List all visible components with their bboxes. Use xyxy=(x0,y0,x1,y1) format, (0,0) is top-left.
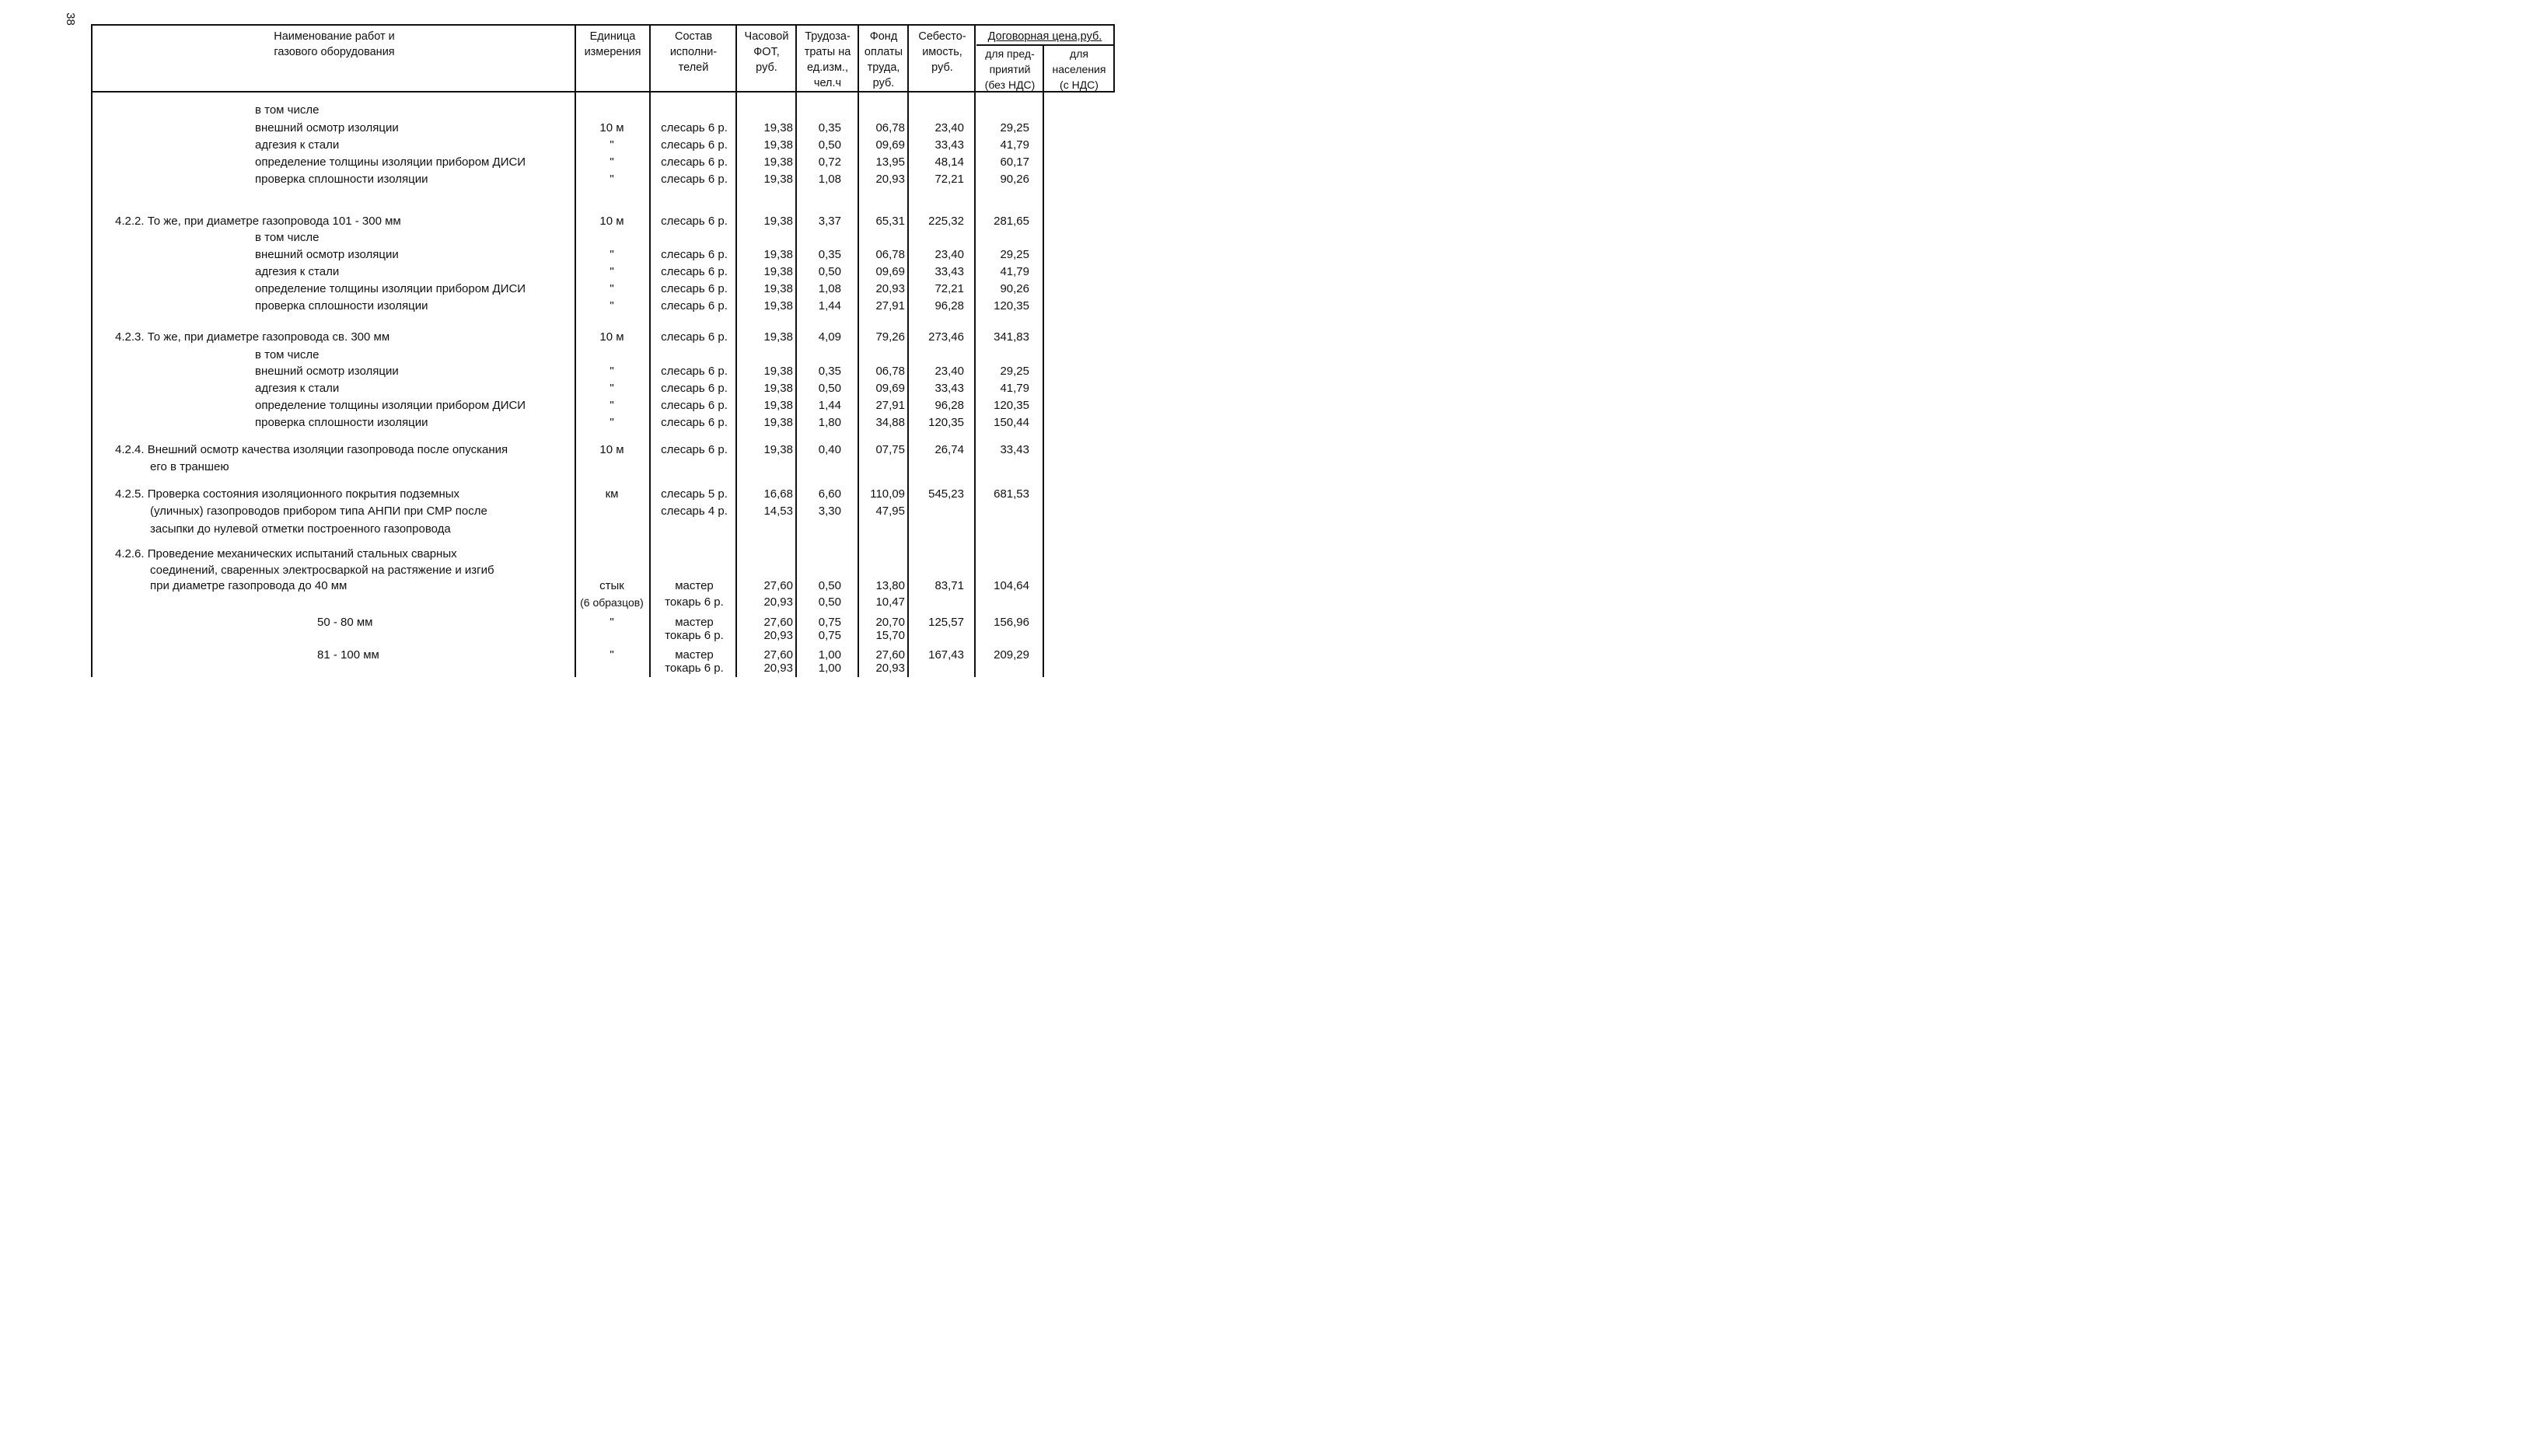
row-hourly-wage: 19,38 xyxy=(763,173,793,186)
row-wage-fund: 27,91 xyxy=(875,399,905,412)
row-name: 4.2.3. То же, при диаметре газопровода св. 300 мм xyxy=(115,330,390,344)
table-row xyxy=(0,171,1214,188)
row-performers: слесарь 6 р. xyxy=(661,365,728,378)
row-wage-fund: 34,88 xyxy=(875,416,905,429)
row-cost: 23,40 xyxy=(934,121,964,134)
row-wage-fund: 06,78 xyxy=(875,248,905,261)
row-unit: " xyxy=(610,265,614,278)
row-performers: токарь 6 р. xyxy=(665,629,724,642)
table-row xyxy=(0,459,1214,476)
row-wage-fund: 27,60 xyxy=(875,648,905,662)
row-unit: (6 образцов) xyxy=(580,596,644,609)
row-unit: " xyxy=(610,616,614,629)
row-labor: 0,35 xyxy=(818,365,841,378)
row-hourly-wage: 14,53 xyxy=(763,505,793,518)
row-labor: 1,00 xyxy=(818,648,841,662)
header-contract-price: Договорная цена,руб. xyxy=(987,30,1102,43)
row-hourly-wage: 19,38 xyxy=(763,121,793,134)
row-performers: слесарь 6 р. xyxy=(661,215,728,228)
row-name: 81 - 100 мм xyxy=(317,648,379,662)
row-hourly-wage: 19,38 xyxy=(763,155,793,169)
table-row xyxy=(0,562,1214,579)
table-row xyxy=(0,298,1214,315)
row-labor: 0,50 xyxy=(818,579,841,592)
row-name: (уличных) газопроводов прибором типа АНПИ при СМР после xyxy=(150,505,487,518)
row-hourly-wage: 20,93 xyxy=(763,595,793,609)
row-performers: мастер xyxy=(675,579,714,592)
row-name: 50 - 80 мм xyxy=(317,616,373,629)
row-name: 4.2.4. Внешний осмотр качества изоляции газопровода после опускания xyxy=(115,443,508,456)
row-labor: 1,08 xyxy=(818,282,841,295)
row-wage-fund: 79,26 xyxy=(875,330,905,344)
row-wage-fund: 20,93 xyxy=(875,173,905,186)
row-performers: слесарь 6 р. xyxy=(661,382,728,395)
row-unit: 10 м xyxy=(599,443,624,456)
header-name: Наименование работ и газового оборудования xyxy=(274,30,395,58)
row-cost: 225,32 xyxy=(928,215,964,228)
row-labor: 1,44 xyxy=(818,299,841,312)
row-name: адгезия к стали xyxy=(255,265,340,278)
table-row xyxy=(0,229,1214,246)
table-row xyxy=(0,486,1214,503)
row-hourly-wage: 19,38 xyxy=(763,443,793,456)
table-row xyxy=(0,594,1214,611)
row-labor: 0,40 xyxy=(818,443,841,456)
row-hourly-wage: 27,60 xyxy=(763,648,793,662)
row-hourly-wage: 19,38 xyxy=(763,416,793,429)
table-row xyxy=(0,363,1214,380)
row-name: внешний осмотр изоляции xyxy=(255,365,399,378)
row-wage-fund: 06,78 xyxy=(875,121,905,134)
row-labor: 1,44 xyxy=(818,399,841,412)
row-labor: 0,75 xyxy=(818,629,841,642)
row-price: 41,79 xyxy=(1000,382,1029,395)
row-wage-fund: 07,75 xyxy=(875,443,905,456)
row-performers: слесарь 6 р. xyxy=(661,155,728,169)
header-labor: Трудоза- траты на ед.изм., чел.ч xyxy=(804,30,851,89)
row-performers: слесарь 6 р. xyxy=(661,416,728,429)
header-cost: Себесто- имость, руб. xyxy=(918,30,966,74)
row-labor: 0,35 xyxy=(818,248,841,261)
row-hourly-wage: 19,38 xyxy=(763,382,793,395)
row-wage-fund: 09,69 xyxy=(875,382,905,395)
table-row xyxy=(0,120,1214,137)
row-unit: км xyxy=(605,487,619,501)
row-labor: 0,50 xyxy=(818,138,841,152)
table-row xyxy=(0,442,1214,459)
row-price: 120,35 xyxy=(994,299,1029,312)
table-top-border xyxy=(91,24,1115,26)
row-name: адгезия к стали xyxy=(255,382,340,395)
table-row xyxy=(0,521,1214,538)
table-row xyxy=(0,380,1214,397)
row-cost: 72,21 xyxy=(934,173,964,186)
row-name: определение толщины изоляции прибором ДИСИ xyxy=(255,155,526,169)
row-unit: 10 м xyxy=(599,330,624,344)
table-row xyxy=(0,281,1214,298)
row-price: 29,25 xyxy=(1000,365,1029,378)
row-unit: " xyxy=(610,138,614,152)
table-row xyxy=(0,264,1214,281)
row-hourly-wage: 20,93 xyxy=(763,662,793,675)
row-performers: слесарь 4 р. xyxy=(661,505,728,518)
table-row xyxy=(0,414,1214,431)
row-wage-fund: 110,09 xyxy=(870,487,905,501)
row-wage-fund: 13,95 xyxy=(875,155,905,169)
row-wage-fund: 15,70 xyxy=(875,629,905,642)
row-cost: 167,43 xyxy=(928,648,964,662)
row-cost: 33,43 xyxy=(934,138,964,152)
row-price: 41,79 xyxy=(1000,265,1029,278)
header-price-enterprises: для пред- приятий (без НДС) xyxy=(984,47,1036,91)
row-performers: слесарь 6 р. xyxy=(661,265,728,278)
document-page xyxy=(0,0,1214,697)
row-cost: 33,43 xyxy=(934,265,964,278)
row-labor: 6,60 xyxy=(818,487,841,501)
row-unit: " xyxy=(610,416,614,429)
row-unit: стык xyxy=(599,579,624,592)
row-name: адгезия к стали xyxy=(255,138,340,152)
row-labor: 1,80 xyxy=(818,416,841,429)
row-cost: 125,57 xyxy=(928,616,964,629)
row-name: определение толщины изоляции прибором ДИСИ xyxy=(255,399,526,412)
row-price: 104,64 xyxy=(994,579,1029,592)
row-hourly-wage: 16,68 xyxy=(763,487,793,501)
row-name: проверка сплошности изоляции xyxy=(255,173,428,186)
row-unit: " xyxy=(610,173,614,186)
row-performers: токарь 6 р. xyxy=(665,595,724,609)
row-labor: 0,75 xyxy=(818,616,841,629)
row-performers: слесарь 6 р. xyxy=(661,248,728,261)
row-name: 4.2.5. Проверка состояния изоляционного покрытия подземных xyxy=(115,487,460,501)
row-labor: 0,50 xyxy=(818,595,841,609)
header-price-population: для населения (с НДС) xyxy=(1052,47,1106,91)
header-wage-fund: Фонд оплаты труда, руб. xyxy=(864,30,903,89)
row-unit: " xyxy=(610,299,614,312)
row-unit: " xyxy=(610,399,614,412)
row-cost: 96,28 xyxy=(934,299,964,312)
row-price: 281,65 xyxy=(994,215,1029,228)
row-price: 681,53 xyxy=(994,487,1029,501)
row-wage-fund: 20,93 xyxy=(875,282,905,295)
row-unit: " xyxy=(610,248,614,261)
row-cost: 48,14 xyxy=(934,155,964,169)
row-name: 4.2.2. То же, при диаметре газопровода 101 - 300 мм xyxy=(115,215,401,228)
row-cost: 273,46 xyxy=(928,330,964,344)
row-name: проверка сплошности изоляции xyxy=(255,299,428,312)
row-wage-fund: 13,80 xyxy=(875,579,905,592)
row-wage-fund: 10,47 xyxy=(875,595,905,609)
row-name: в том числе xyxy=(255,103,320,117)
row-price: 209,29 xyxy=(994,648,1029,662)
row-labor: 3,37 xyxy=(818,215,841,228)
row-name: внешний осмотр изоляции xyxy=(255,121,399,134)
row-name: при диаметре газопровода до 40 мм xyxy=(150,579,348,592)
row-cost: 96,28 xyxy=(934,399,964,412)
row-hourly-wage: 19,38 xyxy=(763,248,793,261)
row-price: 33,43 xyxy=(1000,443,1029,456)
page-number: 38 xyxy=(63,12,77,26)
table-row xyxy=(0,329,1214,346)
row-name: в том числе xyxy=(255,231,320,244)
row-labor: 1,00 xyxy=(818,662,841,675)
row-performers: слесарь 6 р. xyxy=(661,138,728,152)
header-hourly-wage: Часовой ФОТ, руб. xyxy=(744,30,789,74)
row-cost: 72,21 xyxy=(934,282,964,295)
row-name: 4.2.6. Проведение механических испытаний стальных сварных xyxy=(115,547,457,560)
row-performers: слесарь 6 р. xyxy=(661,330,728,344)
table-row xyxy=(0,546,1214,563)
row-name: засыпки до нулевой отметки построенного газопровода xyxy=(150,522,451,536)
row-labor: 4,09 xyxy=(818,330,841,344)
table-row xyxy=(0,213,1214,230)
row-price: 120,35 xyxy=(994,399,1029,412)
row-cost: 23,40 xyxy=(934,365,964,378)
table-row xyxy=(0,397,1214,414)
header-unit: Единица измерения xyxy=(584,30,641,58)
row-labor: 0,35 xyxy=(818,121,841,134)
row-wage-fund: 20,93 xyxy=(875,662,905,675)
row-hourly-wage: 20,93 xyxy=(763,629,793,642)
table-row xyxy=(0,137,1214,154)
row-wage-fund: 65,31 xyxy=(875,215,905,228)
row-cost: 26,74 xyxy=(934,443,964,456)
row-unit: " xyxy=(610,155,614,169)
row-performers: слесарь 6 р. xyxy=(661,399,728,412)
row-name: определение толщины изоляции прибором ДИСИ xyxy=(255,282,526,295)
row-performers: слесарь 5 р. xyxy=(661,487,728,501)
row-price: 60,17 xyxy=(1000,155,1029,169)
row-labor: 1,08 xyxy=(818,173,841,186)
row-performers: слесарь 6 р. xyxy=(661,282,728,295)
row-cost: 545,23 xyxy=(928,487,964,501)
row-hourly-wage: 19,38 xyxy=(763,138,793,152)
row-cost: 23,40 xyxy=(934,248,964,261)
row-name: проверка сплошности изоляции xyxy=(255,416,428,429)
row-wage-fund: 09,69 xyxy=(875,138,905,152)
row-cost: 83,71 xyxy=(934,579,964,592)
row-wage-fund: 20,70 xyxy=(875,616,905,629)
row-performers: мастер xyxy=(675,648,714,662)
table-row xyxy=(0,246,1214,264)
table-row xyxy=(0,660,1214,677)
row-hourly-wage: 19,38 xyxy=(763,330,793,344)
row-hourly-wage: 19,38 xyxy=(763,265,793,278)
row-hourly-wage: 19,38 xyxy=(763,399,793,412)
row-performers: мастер xyxy=(675,616,714,629)
row-price: 41,79 xyxy=(1000,138,1029,152)
row-cost: 120,35 xyxy=(928,416,964,429)
row-unit: " xyxy=(610,282,614,295)
row-performers: слесарь 6 р. xyxy=(661,173,728,186)
row-name: его в траншею xyxy=(150,460,229,473)
row-unit: 10 м xyxy=(599,121,624,134)
table-row xyxy=(0,578,1214,595)
row-hourly-wage: 19,38 xyxy=(763,299,793,312)
header-performers: Состав исполни- телей xyxy=(669,30,718,74)
header-bottom-border xyxy=(91,91,1115,93)
row-price: 90,26 xyxy=(1000,282,1029,295)
row-wage-fund: 27,91 xyxy=(875,299,905,312)
table-row xyxy=(0,627,1214,644)
row-hourly-wage: 19,38 xyxy=(763,215,793,228)
row-price: 90,26 xyxy=(1000,173,1029,186)
row-price: 341,83 xyxy=(994,330,1029,344)
row-performers: слесарь 6 р. xyxy=(661,299,728,312)
row-performers: токарь 6 р. xyxy=(665,662,724,675)
row-hourly-wage: 27,60 xyxy=(763,616,793,629)
row-name: в том числе xyxy=(255,348,320,361)
row-hourly-wage: 19,38 xyxy=(763,282,793,295)
row-unit: " xyxy=(610,365,614,378)
table-row xyxy=(0,102,1214,119)
row-name: соединений, сваренных электросваркой на растяжение и изгиб xyxy=(150,564,494,577)
row-unit: " xyxy=(610,382,614,395)
row-unit: 10 м xyxy=(599,215,624,228)
row-performers: слесарь 6 р. xyxy=(661,443,728,456)
row-wage-fund: 47,95 xyxy=(875,505,905,518)
table-row xyxy=(0,347,1214,364)
row-labor: 0,72 xyxy=(818,155,841,169)
row-hourly-wage: 19,38 xyxy=(763,365,793,378)
row-wage-fund: 06,78 xyxy=(875,365,905,378)
row-labor: 0,50 xyxy=(818,265,841,278)
row-wage-fund: 09,69 xyxy=(875,265,905,278)
row-price: 150,44 xyxy=(994,416,1029,429)
table-row xyxy=(0,503,1214,520)
row-labor: 0,50 xyxy=(818,382,841,395)
row-name: внешний осмотр изоляции xyxy=(255,248,399,261)
row-unit: " xyxy=(610,648,614,662)
row-performers: слесарь 6 р. xyxy=(661,121,728,134)
row-cost: 33,43 xyxy=(934,382,964,395)
table-row xyxy=(0,154,1214,171)
row-price: 29,25 xyxy=(1000,121,1029,134)
row-labor: 3,30 xyxy=(818,505,841,518)
row-price: 29,25 xyxy=(1000,248,1029,261)
row-price: 156,96 xyxy=(994,616,1029,629)
row-hourly-wage: 27,60 xyxy=(763,579,793,592)
